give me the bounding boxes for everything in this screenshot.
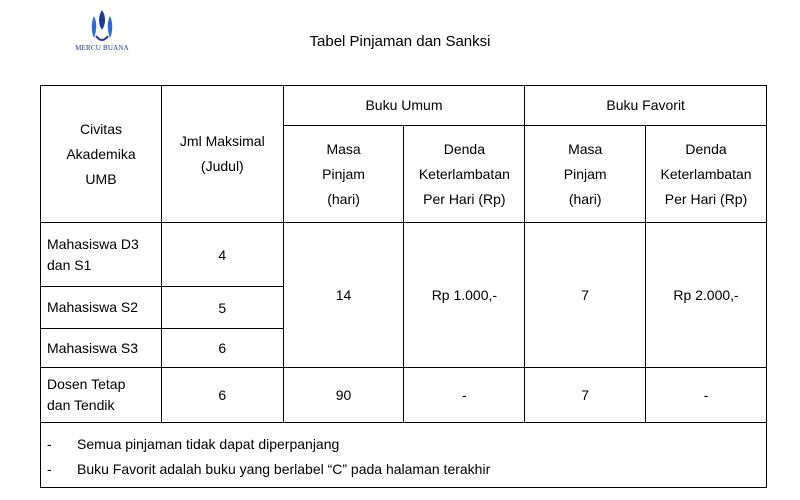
mhs-umum-denda: Rp 1.000,- — [404, 223, 525, 368]
note-item — [47, 456, 760, 481]
note-bullet: - — [47, 435, 52, 452]
header-civitas: Civitas Akademika UMB — [41, 86, 162, 223]
mhs-umum-masa: 14 — [283, 223, 404, 368]
dosen-favorit-masa: 7 — [525, 368, 646, 423]
logo-text: MERCU BUANA — [75, 44, 129, 52]
header-umum-denda: Denda Keterlambatan Per Hari (Rp) — [404, 126, 525, 223]
row-jml: 5 — [161, 287, 283, 329]
row-label: Mahasiswa S2 — [41, 287, 162, 329]
row-label: Mahasiswa S3 — [41, 329, 162, 368]
page-title: Tabel Pinjaman dan Sanksi — [309, 33, 491, 50]
row-jml: 6 — [161, 368, 283, 423]
row-jml: 4 — [161, 223, 283, 287]
note-text: Semua pinjaman tidak dapat diperpanjang — [77, 435, 340, 452]
table-row — [41, 223, 767, 287]
notes-row — [41, 423, 767, 488]
header-favorit-denda: Denda Keterlambatan Per Hari (Rp) — [646, 126, 767, 223]
dosen-umum-denda: - — [404, 368, 525, 423]
note-bullet: - — [47, 460, 52, 477]
mhs-favorit-denda: Rp 2.000,- — [646, 223, 767, 368]
row-label: Dosen Tetap dan Tendik — [41, 368, 162, 423]
header-umum-masa-pinjam: Masa Pinjam (hari) — [283, 126, 404, 223]
dosen-umum-masa: 90 — [283, 368, 404, 423]
row-jml: 6 — [161, 329, 283, 368]
header-buku-umum: Buku Umum — [283, 86, 525, 126]
loan-table — [40, 85, 767, 488]
notes-cell — [41, 423, 767, 488]
note-text: Buku Favorit adalah buku yang berlabel “C” pada halaman terakhir — [77, 460, 491, 477]
dosen-favorit-denda: - — [646, 368, 767, 423]
table-row — [41, 368, 767, 423]
row-label: Mahasiswa D3 dan S1 — [41, 223, 162, 287]
header-jml-maksimal: Jml Maksimal (Judul) — [161, 86, 283, 223]
mhs-favorit-masa: 7 — [525, 223, 646, 368]
header-buku-favorit: Buku Favorit — [525, 86, 767, 126]
note-item — [47, 431, 760, 456]
header-favorit-masa-pinjam: Masa Pinjam (hari) — [525, 126, 646, 223]
